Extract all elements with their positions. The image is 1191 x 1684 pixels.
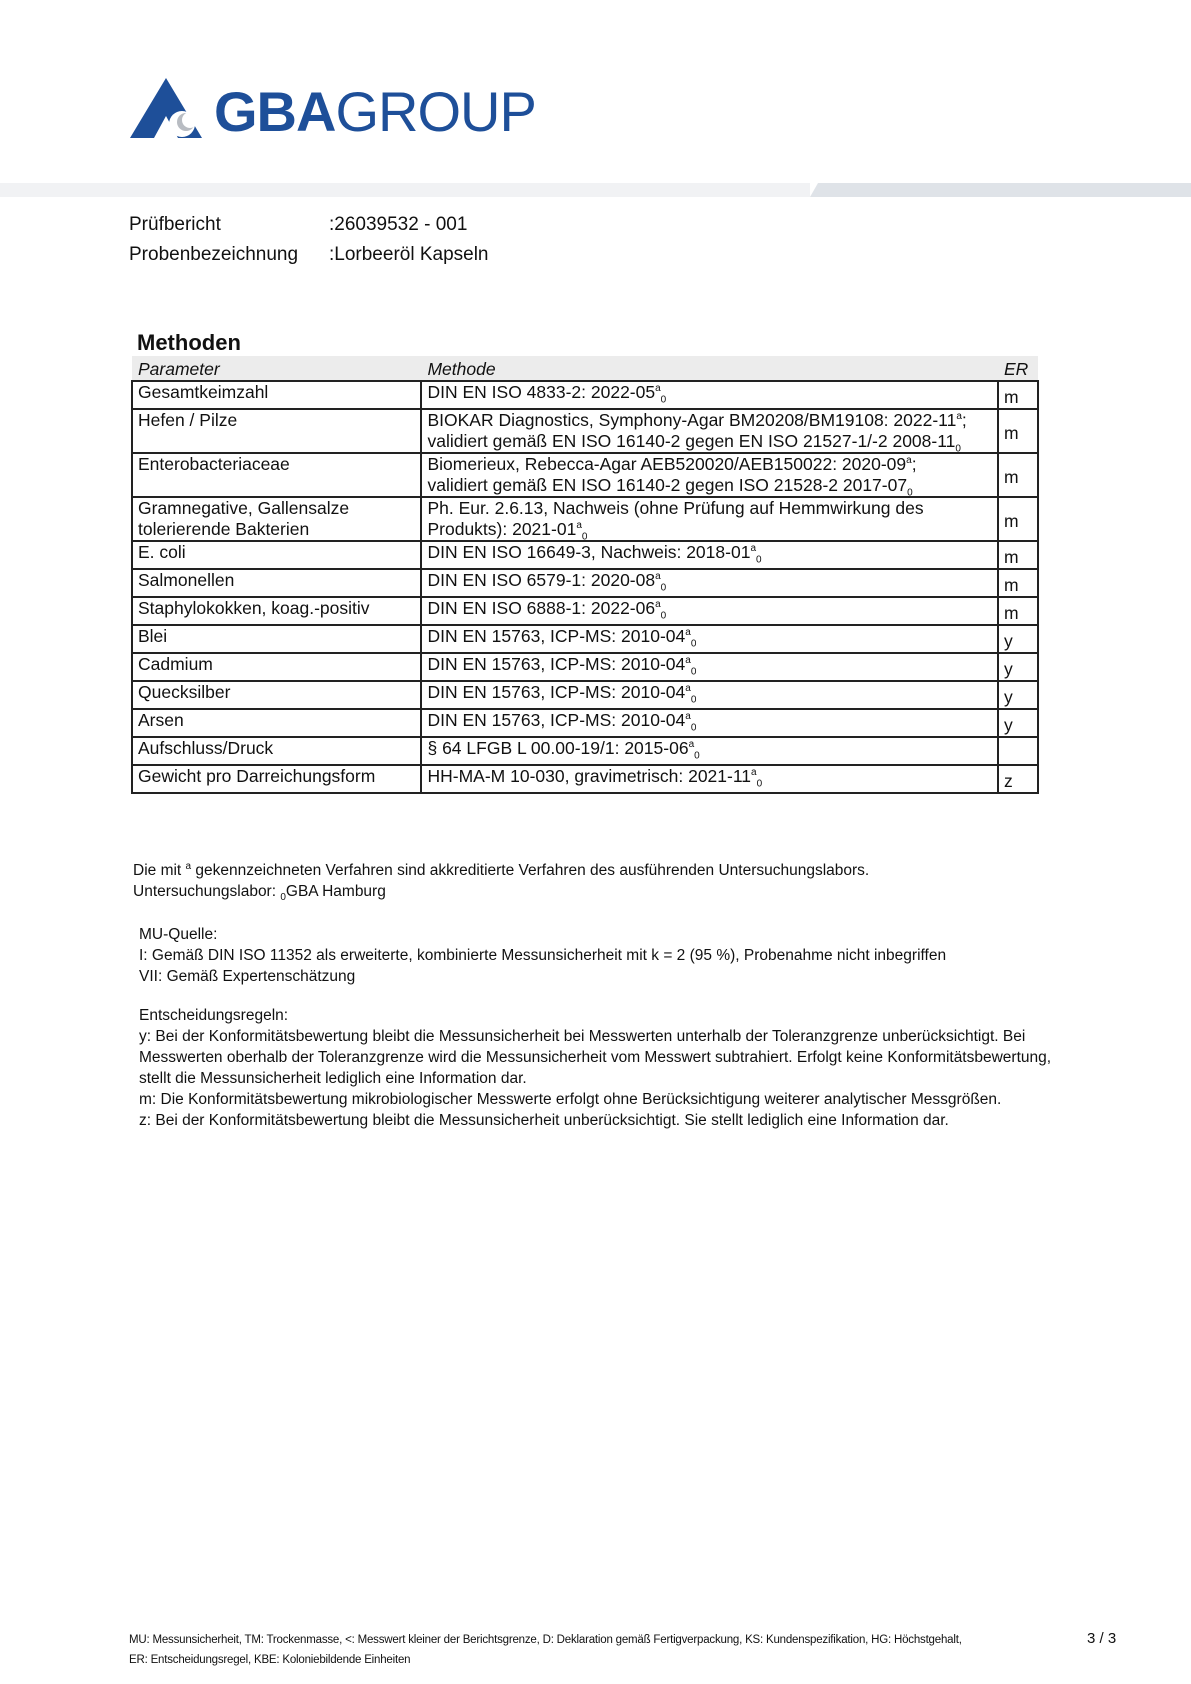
method-cell bbox=[421, 681, 998, 709]
accreditation-mark: a bbox=[685, 655, 691, 667]
er-cell: m bbox=[998, 409, 1038, 453]
parameter-cell bbox=[132, 453, 421, 497]
rules-title: Entscheidungsregeln: bbox=[139, 1007, 289, 1024]
parameter-name: Cadmium bbox=[138, 654, 213, 674]
lab-label: Untersuchungslabor: bbox=[133, 883, 281, 900]
company-logo bbox=[130, 76, 560, 144]
method-text bbox=[427, 454, 992, 475]
lab-index: 0 bbox=[660, 610, 667, 622]
lab-index: 0 bbox=[660, 394, 667, 406]
er-cell: y bbox=[998, 653, 1038, 681]
parameter-cell bbox=[132, 409, 421, 453]
report-number-value: :26039532 - 001 bbox=[329, 214, 468, 235]
method-main: DIN EN 15763, ICP-MS: 2010-04 bbox=[427, 654, 686, 674]
parameter-name: Salmonellen bbox=[138, 570, 235, 590]
accreditation-mark: a bbox=[655, 571, 661, 583]
method-cell bbox=[421, 597, 998, 625]
methods-row bbox=[132, 765, 1038, 793]
method-text-line2 bbox=[427, 475, 992, 499]
parameter-cell bbox=[132, 765, 421, 793]
methods-header-row bbox=[132, 356, 1038, 381]
method-main: DIN EN 15763, ICP-MS: 2010-04 bbox=[427, 710, 686, 730]
lab-index: 0 bbox=[690, 638, 697, 650]
footer-line: ER: Entscheidungsregel, KBE: Koloniebildende Einheiten bbox=[129, 1654, 411, 1666]
methods-row bbox=[132, 569, 1038, 597]
parameter-name: Aufschluss/Druck bbox=[138, 738, 274, 758]
er-cell: z bbox=[998, 765, 1038, 793]
logo-wordmark bbox=[214, 82, 536, 142]
parameter-cell bbox=[132, 569, 421, 597]
accreditation-mark: a bbox=[906, 455, 912, 467]
methods-row bbox=[132, 409, 1038, 453]
methods-row bbox=[132, 625, 1038, 653]
methods-row bbox=[132, 737, 1038, 765]
methods-row bbox=[132, 497, 1038, 541]
accredited-note-sup: a bbox=[185, 860, 192, 872]
accreditation-mark: a bbox=[685, 627, 691, 639]
method-line2: validiert gemäß EN ISO 16140-2 gegen ISO 21528-2 2017-07 bbox=[427, 475, 908, 495]
lab-index: 0 bbox=[694, 750, 700, 762]
lab-index: 0 bbox=[907, 487, 913, 499]
er-cell: y bbox=[998, 709, 1038, 737]
method-text bbox=[427, 710, 992, 734]
footer-line: MU: Messunsicherheit, TM: Trockenmasse, <: Messwert kleiner der Berichtsgrenze, D: Deklaration gemäß Fertigverpackung, KS: Kundenspezifikation, HG: Höchstgehalt, bbox=[129, 1634, 962, 1646]
methods-row bbox=[132, 681, 1038, 709]
header-er: ER bbox=[998, 356, 1038, 381]
er-cell: m bbox=[998, 453, 1038, 497]
lab-index: 0 bbox=[690, 666, 697, 678]
parameter-cell bbox=[132, 497, 421, 541]
method-text bbox=[427, 598, 992, 622]
parameter-cell bbox=[132, 541, 421, 569]
methods-table bbox=[131, 356, 1039, 794]
footer-abbreviations bbox=[129, 1630, 1029, 1670]
accreditation-mark: a bbox=[751, 767, 757, 779]
parameter-name: Gesamtkeimzahl bbox=[138, 382, 269, 402]
parameter-cell bbox=[132, 709, 421, 737]
parameter-cell bbox=[132, 737, 421, 765]
method-text-line2 bbox=[427, 519, 992, 543]
er-cell: y bbox=[998, 625, 1038, 653]
report-number-label: Prüfbericht bbox=[129, 214, 221, 235]
parameter-name: E. coli bbox=[138, 542, 186, 562]
parameter-name: Hefen / Pilze bbox=[138, 410, 238, 430]
methods-row bbox=[132, 381, 1038, 409]
er-cell: m bbox=[998, 497, 1038, 541]
rule-line: y: Bei der Konformitätsbewertung bleibt die Messunsicherheit bei Messwerten unterhalb der Toleranzgrenze unberücksichtigt. Bei Messwerten oberhalb der Toleranzgrenze wird die Messunsicherheit vom Messwert subtrahiert. Erfolgt keine Konformitätsbewertung, stellt die Messunsicherheit lediglich eine Information dar. bbox=[139, 1028, 1052, 1087]
page-number: 3 / 3 bbox=[1087, 1630, 1117, 1647]
logo-brand-bold: GBA bbox=[214, 80, 336, 143]
lab-index: 0 bbox=[690, 722, 697, 734]
method-cell bbox=[421, 625, 998, 653]
report-meta bbox=[129, 210, 489, 270]
logo-brand-light: GROUP bbox=[335, 80, 536, 143]
parameter-cell bbox=[132, 381, 421, 409]
method-main: DIN EN 15763, ICP-MS: 2010-04 bbox=[427, 682, 686, 702]
method-main: DIN EN 15763, ICP-MS: 2010-04 bbox=[427, 626, 686, 646]
methods-body bbox=[132, 381, 1038, 793]
parameter-name: Gewicht pro Darreichungsform bbox=[138, 766, 376, 786]
method-text bbox=[427, 654, 992, 678]
parameter-cell bbox=[132, 625, 421, 653]
method-main: DIN EN ISO 16649-3, Nachweis: 2018-01 bbox=[427, 542, 751, 562]
method-line2: Produkts): 2021-01 bbox=[427, 519, 577, 539]
er-cell: m bbox=[998, 381, 1038, 409]
method-text-line2 bbox=[427, 431, 992, 455]
mu-title: MU-Quelle: bbox=[139, 926, 218, 943]
er-cell: y bbox=[998, 681, 1038, 709]
accreditation-mark: a bbox=[685, 683, 691, 695]
accreditation-mark: a bbox=[685, 711, 691, 723]
accredited-note bbox=[133, 860, 1083, 881]
lab-note bbox=[133, 881, 1083, 902]
parameter-name: Gramnegative, Gallensalze bbox=[138, 498, 350, 518]
parameter-cell bbox=[132, 681, 421, 709]
accreditation-mark: a bbox=[750, 543, 756, 555]
er-cell: m bbox=[998, 569, 1038, 597]
method-main: DIN EN ISO 6579-1: 2020-08 bbox=[427, 570, 656, 590]
method-text bbox=[427, 682, 992, 706]
lab-index: 0 bbox=[955, 443, 961, 455]
parameter-name: Arsen bbox=[138, 710, 184, 730]
method-cell bbox=[421, 409, 998, 453]
parameter-cell bbox=[132, 653, 421, 681]
method-line2: validiert gemäß EN ISO 16140-2 gegen EN ISO 21527-1/-2 2008-11 bbox=[427, 431, 956, 451]
method-text bbox=[427, 570, 992, 594]
methods-row bbox=[132, 541, 1038, 569]
methods-title: Methoden bbox=[137, 330, 241, 355]
lab-index: 0 bbox=[581, 531, 588, 543]
report-number-row bbox=[129, 210, 489, 240]
parameter-name: Quecksilber bbox=[138, 682, 231, 702]
header-band bbox=[0, 183, 1191, 197]
er-cell: m bbox=[998, 541, 1038, 569]
method-tail: ; bbox=[961, 410, 967, 430]
method-cell bbox=[421, 765, 998, 793]
accreditation-mark: a bbox=[576, 520, 582, 532]
lab-index: 0 bbox=[756, 778, 763, 790]
notes-section bbox=[133, 860, 1083, 1131]
method-main: Ph. Eur. 2.6.13, Nachweis (ohne Prüfung auf Hemmwirkung des bbox=[427, 498, 924, 518]
methods-row bbox=[132, 709, 1038, 737]
logo-mark-icon bbox=[130, 78, 206, 140]
lab-index: 0 bbox=[660, 582, 667, 594]
accreditation-mark: a bbox=[655, 383, 661, 395]
lab-value: GBA Hamburg bbox=[285, 883, 386, 900]
parameter-cell bbox=[132, 597, 421, 625]
accredited-note-pre: Die mit bbox=[133, 862, 186, 879]
sample-name-row bbox=[129, 240, 489, 270]
method-main: § 64 LFGB L 00.00-19/1: 2015-06 bbox=[427, 738, 689, 758]
er-cell bbox=[998, 737, 1038, 765]
methods-row bbox=[132, 597, 1038, 625]
parameter-name: Staphylokokken, koag.-positiv bbox=[138, 598, 370, 618]
method-cell bbox=[421, 709, 998, 737]
method-main: Biomerieux, Rebecca-Agar AEB520020/AEB150022: 2020-09 bbox=[427, 454, 907, 474]
decision-rules-block bbox=[133, 1005, 1083, 1131]
method-cell bbox=[421, 381, 998, 409]
accreditation-mark: a bbox=[956, 411, 962, 423]
lab-sub: 0 bbox=[280, 892, 286, 904]
methods-row bbox=[132, 453, 1038, 497]
sample-name-label: Probenbezeichnung bbox=[129, 244, 299, 265]
lab-index: 0 bbox=[690, 694, 697, 706]
method-cell bbox=[421, 737, 998, 765]
mu-line: VII: Gemäß Expertenschätzung bbox=[139, 968, 356, 985]
header-method: Methode bbox=[421, 356, 998, 381]
method-text bbox=[427, 382, 992, 406]
er-cell: m bbox=[998, 597, 1038, 625]
method-main: HH-MA-M 10-030, gravimetrisch: 2021-11 bbox=[427, 766, 752, 786]
rule-line: z: Bei der Konformitätsbewertung bleibt die Messunsicherheit unberücksichtigt. Sie stellt lediglich eine Information dar. bbox=[139, 1112, 949, 1129]
accreditation-mark: a bbox=[655, 599, 661, 611]
method-text bbox=[427, 542, 992, 566]
mu-line: I: Gemäß DIN ISO 11352 als erweiterte, kombinierte Messunsicherheit mit k = 2 (95 %), Probenahme nicht inbegriffen bbox=[139, 947, 947, 964]
method-text bbox=[427, 738, 992, 762]
method-main: BIOKAR Diagnostics, Symphony-Agar BM20208/BM19108: 2022-11 bbox=[427, 410, 957, 430]
sample-name-value: :Lorbeeröl Kapseln bbox=[329, 244, 489, 265]
mu-source-block bbox=[133, 924, 1083, 987]
method-tail: ; bbox=[911, 454, 917, 474]
method-text bbox=[427, 498, 992, 519]
parameter-name: Blei bbox=[138, 626, 168, 646]
header-parameter: Parameter bbox=[132, 356, 421, 381]
method-text bbox=[427, 766, 992, 790]
method-text bbox=[427, 626, 992, 650]
lab-index: 0 bbox=[756, 554, 762, 566]
parameter-name: Enterobacteriaceae bbox=[138, 454, 290, 474]
methods-row bbox=[132, 653, 1038, 681]
method-text bbox=[427, 410, 992, 431]
rule-line: m: Die Konformitätsbewertung mikrobiologischer Messwerte erfolgt ohne Berücksichtigung weiterer analytischer Messgrößen. bbox=[139, 1091, 1002, 1108]
method-main: DIN EN ISO 4833-2: 2022-05 bbox=[427, 382, 656, 402]
accreditation-mark: a bbox=[688, 739, 695, 751]
accredited-note-post: gekennzeichneten Verfahren sind akkreditierte Verfahren des ausführenden Untersuchungslabors. bbox=[191, 862, 870, 879]
method-cell bbox=[421, 569, 998, 597]
parameter-name-line2: tolerierende Bakterien bbox=[138, 519, 310, 539]
method-main: DIN EN ISO 6888-1: 2022-06 bbox=[427, 598, 656, 618]
method-cell bbox=[421, 541, 998, 569]
method-cell bbox=[421, 653, 998, 681]
method-cell bbox=[421, 453, 998, 497]
method-cell bbox=[421, 497, 998, 541]
